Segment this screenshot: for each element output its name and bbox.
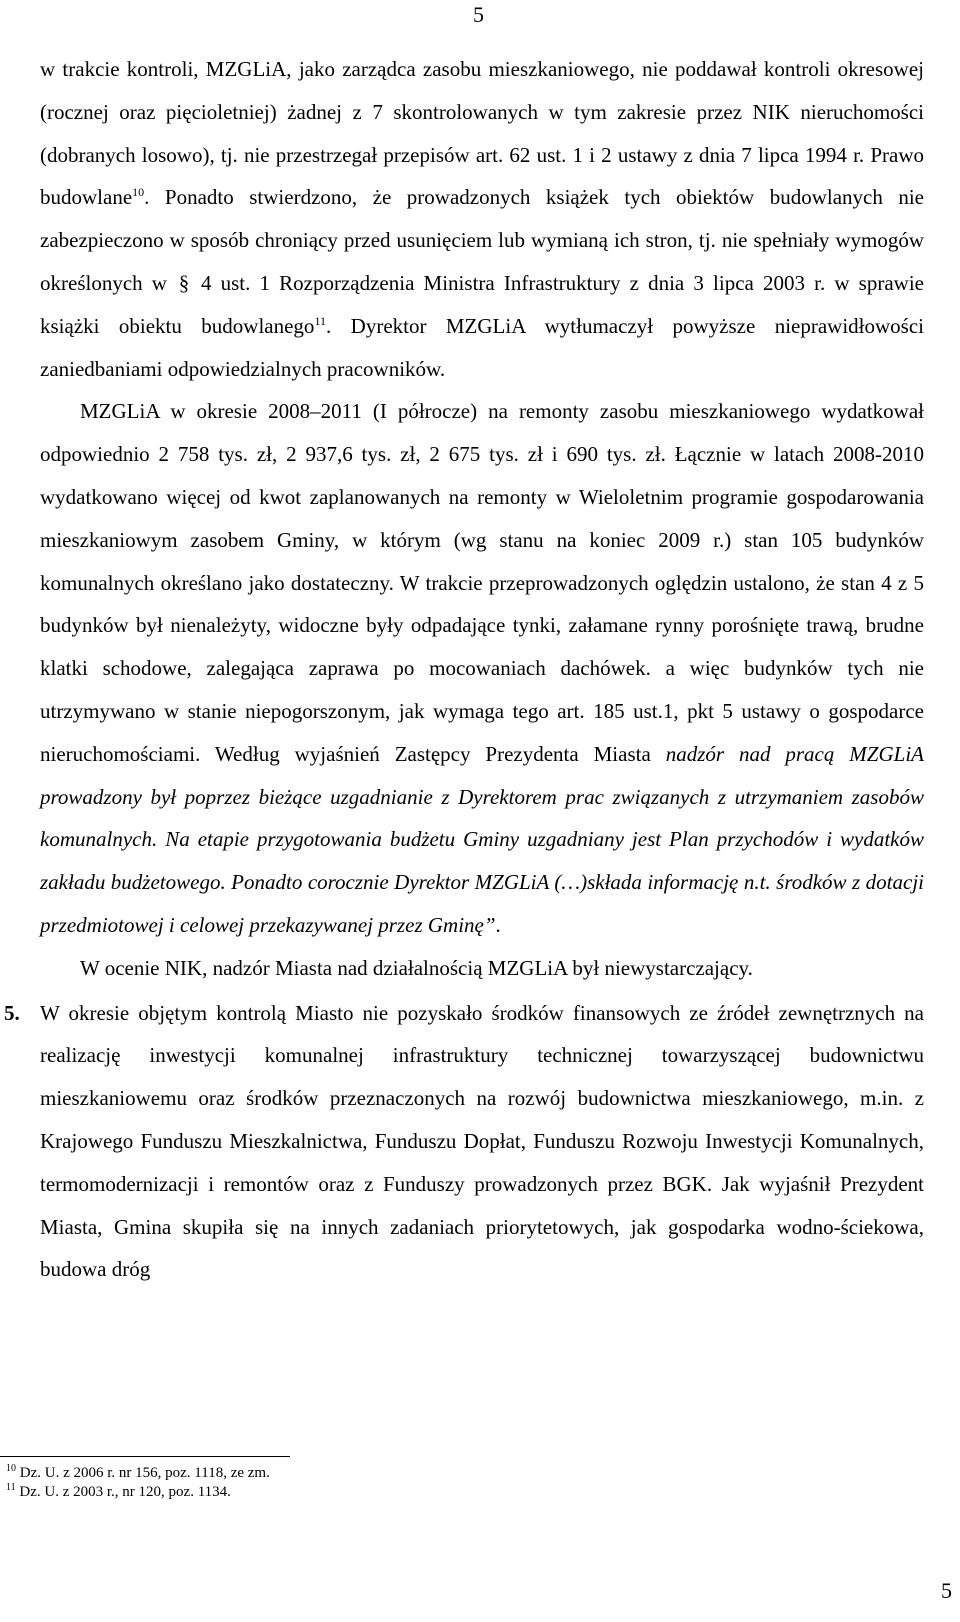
paragraph-1-text-d: . Dyrektor MZGLiA wytłumaczył powyższe nieprawidłowości zaniedbaniami odpowiedzialnych pracowników. (40, 313, 924, 381)
paragraph-number: 5. (4, 1000, 20, 1025)
footnote-10 (6, 1464, 270, 1483)
footnote-divider (0, 1456, 290, 1457)
page-number-bottom: 5 (941, 1578, 952, 1603)
footnote-text: Dz. U. z 2003 r., nr 120, poz. 1134. (19, 1484, 231, 1500)
footnote-number: 10 (6, 1463, 16, 1474)
paragraph-2-quote: nadzór nad pracą MZGLiA prowadzony był poprzez bieżące uzgadnianie z Dyrektorem prac związanych z utrzymaniem zasobów komunalnych. Na etapie przygotowania budżetu Gminy uzgadniany jest Plan przychodów i wydatków zakładu budżetowego. Ponadto corocznie Dyrektor MZGLiA (…)składa informację n.t. środków z dotacji przedmiotowej i celowej przekazywanej przez Gminę” (40, 741, 924, 937)
footnote-ref-10[interactable]: 10 (132, 185, 145, 200)
paragraph-1-text-c: 4 ust. 1 Rozporządzenia Ministra Infrastruktury z dnia 3 lipca 2003 r. w sprawie książki obiektu budowlanego (40, 270, 924, 338)
footnote-11 (6, 1483, 270, 1502)
footnotes (6, 1464, 270, 1502)
paragraph-1-text-a: w trakcie kontroli, MZGLiA, jako zarządca zasobu mieszkaniowego, nie poddawał kontroli okresowej (rocznej oraz pięcioletniej) żadnej z 7 skontrolowanych w tym zakresie przez NIK nieruchomości (dobranych losowo), tj. nie przestrzegał przepisów art. 62 ust. 1 i 2 ustawy z dnia 7 lipca 1994 r. Prawo budowlane (40, 57, 924, 210)
paragraph-2 (40, 390, 924, 946)
paragraph-5-text: W okresie objętym kontrolą Miasto nie pozyskało środków finansowych ze źródeł zewnętrznych na realizację inwestycji komunalnej infrastruktury technicznej towarzyszącej budownictwu mieszkaniowemu oraz środków przeznaczonych na rozwój budownictwa mieszkaniowego, m.in. z Krajowego Funduszu Mieszkalnictwa, Funduszu Dopłat, Funduszu Rozwoju Inwestycji Komunalnych, termomodernizacji i remontów oraz z Funduszy prowadzonych przez BGK. Jak wyjaśnił Prezydent Miasta, Gmina skupiła się na innych zadaniach priorytetowych, jak gospodarka wodno-ściekowa, budowa dróg (40, 1000, 924, 1282)
paragraph-1-text-b: . Ponadto stwierdzono, że prowadzonych książek tych obiektów budowlanych nie zabezpieczono w sposób chroniący przed usunięciem lub wymianą ich stron, tj. nie spełniały wymogów określonych w (40, 185, 924, 295)
document-body (4, 48, 924, 1291)
paragraph-5 (4, 992, 924, 1292)
section-sign-icon: § (178, 270, 190, 295)
footnote-text: Dz. U. z 2006 r. nr 156, poz. 1118, ze zm. (19, 1465, 270, 1481)
paragraph-2-end: . (495, 912, 501, 937)
footnote-number: 11 (6, 1482, 16, 1493)
page-number-top: 5 (473, 2, 484, 27)
paragraph-2-text: MZGLiA w okresie 2008–2011 (I półrocze) na remonty zasobu mieszkaniowego wydatkował odpowiednio 2 758 tys. zł, 2 937,6 tys. zł, 2 675 tys. zł i 690 tys. zł. Łącznie w latach 2008-2010 wydatkowano więcej od kwot zaplanowanych na remonty w Wieloletnim programie gospodarowania mieszkaniowym zasobem Gminy, w którym (wg stanu na koniec 2009 r.) stan 105 budynków komunalnych określano jako dostateczny. W trakcie przeprowadzonych oględzin ustalono, że stan 4 z 5 budynków był nienależyty, widoczne były odpadające tynki, załamane rynny porośnięte trawą, brudne klatki schodowe, zalegająca zaprawa po mocowaniach dachówek. a więc budynków tych nie utrzymywano w stanie niepogorszonym, jak wymaga tego art. 185 ust.1, pkt 5 ustawy o gospodarce nieruchomościami. Według wyjaśnień Zastępcy Prezydenta Miasta (40, 399, 924, 766)
paragraph-1 (40, 48, 924, 390)
footnote-ref-11[interactable]: 11 (314, 313, 326, 328)
paragraph-3-conclusion: W ocenie NIK, nadzór Miasta nad działalnością MZGLiA był niewystarczający. (80, 955, 753, 980)
